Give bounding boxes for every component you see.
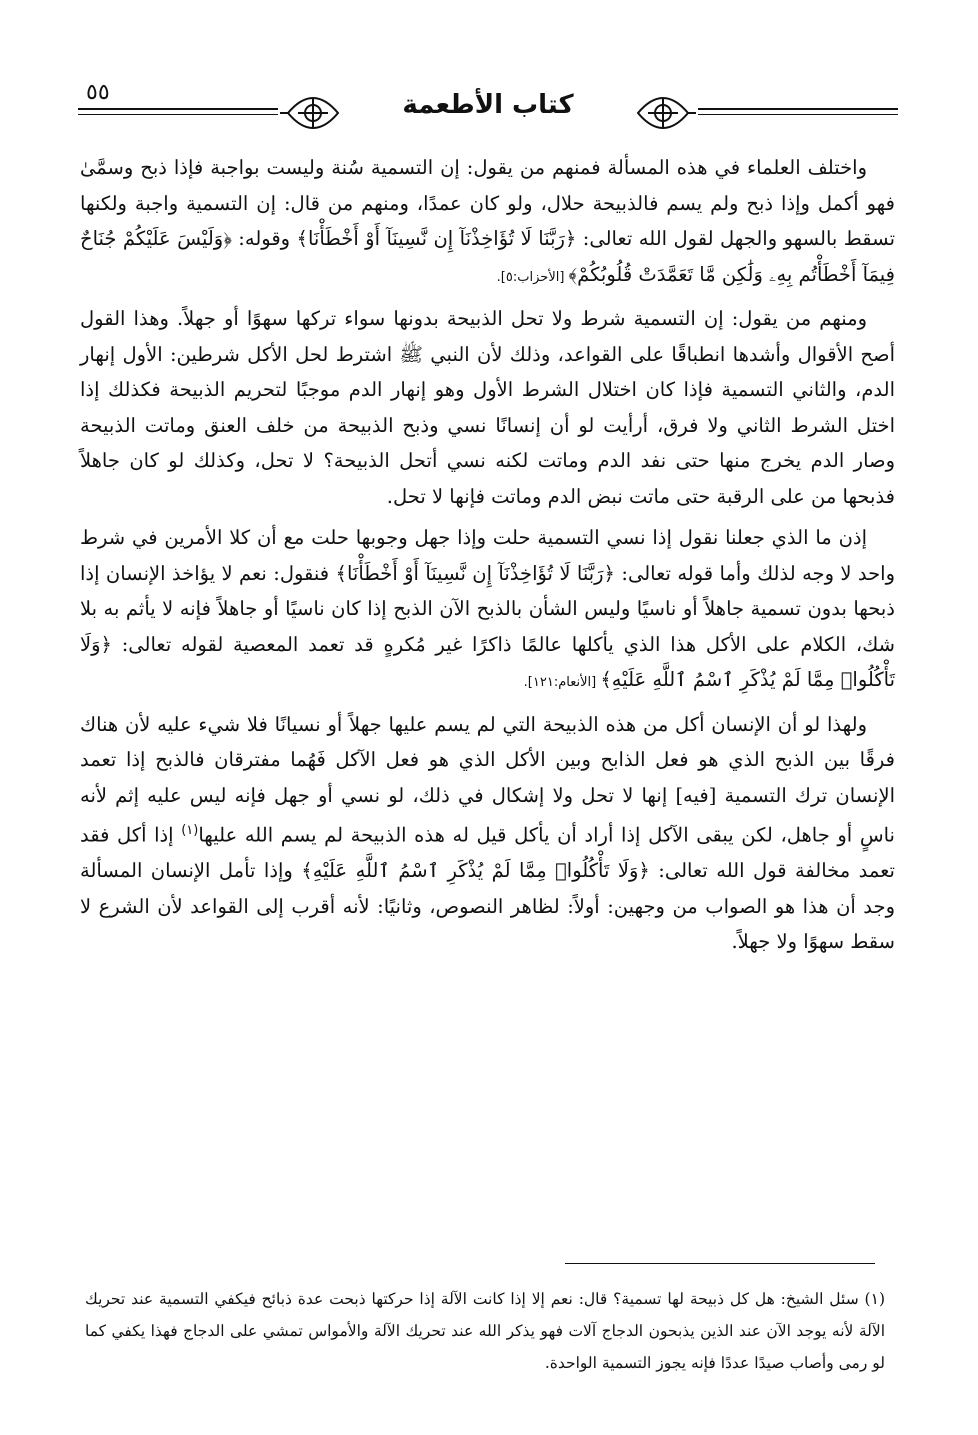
page-number: ٥٥: [86, 80, 110, 105]
paragraph-3-text-a: إذن ما الذي جعلنا نقول إذا نسي التسمية حلت وإذا جهل وجوبها حلت مع أن كلا الأمرين في شرط واحد لا وجه لذلك وأما قوله تعالى:: [80, 526, 896, 585]
paragraph-2-text: ومنهم من يقول: إن التسمية شرط ولا تحل الذبيحة بدونها سواء تركها سهوًا أو جهلاً. وهذا القول أصح الأقوال وأشدها انطباقًا على القواعد، وذلك لأن النبي ﷺ اشترط لحل الأكل شرطين: الأول إنهار الدم، والثاني التسمية فإذا كان اختلال الشرط الأول وهو إنهار الدم موجبًا لتحريم الذبيحة فكذلك إذا اختل الشرط الثاني ولا فرق، أرأيت لو أن إنسانًا نسي وذبح الذبيحة من خلف العنق وماتت الذبيحة وصار الدم يخرج منها حتى نفد الدم وماتت لكنه نسي أتحل الذبيحة؟ لا تحل، وكذلك لو كان جاهلاً فذبحها من على الرقبة حتى ماتت نبض الدم وماتت فإنها لا تحل.: [80, 307, 895, 508]
verse-reference: [الأنعام:١٢١].: [523, 675, 601, 690]
paragraph-4-text-a: ولهذا لو أن الإنسان أكل من هذه الذبيحة التي لم يسم عليها جهلاً أو نسيانًا فلا شيء عليه لأن هناك فرقًا بين الذبح الذي هو فعل الذابح وبين الأكل الذي هو فعل الآكل فَهُما مفترقان فالذبح إذا تعمد الإنسان ترك التسمية [فيه] إنها لا تحل ولا إشكال في ذلك، لو نسي أو جهل فإنه ليس عليه إثم لأنه ناسٍ أو جاهل، لكن يبقى الآكل إذا أراد أن يأكل قيل له هذه الذبيحة لم يسم الله عليها: [80, 712, 895, 847]
paragraph-4-text-c: وإذا تأمل الإنسان المسألة وجد أن هذا هو الصواب من وجهين: أولاً: لظاهر النصوص، وثانيًا: لأنه أقرب إلى القواعد لأن الشرع لا سقط سهوًا ولا جهلاً.: [80, 859, 895, 953]
paragraph-1-text-a: واختلف العلماء في هذه المسألة فمنهم من يقول: إن التسمية سُنة وليست بواجبة فإذا ذبح وسمَّىٰ فهو أكمل وإذا ذبح ولم يسم فالذبيحة حلال، ولو كان عمدًا، ومنهم من قال: إن التسمية واجبة ولكنها تسقط بالسهو والجهل لقول الله تعالى:: [80, 156, 895, 250]
paragraph-4-text-b: إذا أكل فقد تعمد مخالفة قول الله تعالى:: [80, 823, 895, 882]
quran-verse: ﴿رَبَّنَا لَا تُؤَاخِذْنَآ إِن نَّسِينَآ أَوْ أَخْطَأْنَا﴾: [296, 227, 577, 250]
paragraph-2: [80, 301, 895, 514]
header-rule-left-thin: [78, 114, 278, 115]
header-rule-left: [78, 108, 278, 110]
ornament-left-icon: [278, 78, 348, 148]
verse-reference: [الأحزاب:٥].: [496, 269, 569, 285]
quran-verse: ﴿وَلَا تَأْكُلُوا۟ مِمَّا لَمْ يُذْكَرِ ٱسْمُ ٱللَّهِ عَلَيْهِ﴾: [301, 859, 650, 882]
paragraph-3: [80, 520, 895, 701]
ornament-right-icon: [628, 78, 698, 148]
footnote-marker[interactable]: (١): [181, 823, 199, 838]
paragraph-4: [80, 707, 895, 960]
main-text: [80, 150, 895, 966]
footnote: (١) سئل الشيخ: هل كل ذبيحة لها تسمية؟ قال: نعم إلا إذا كانت الآلة إذا حركتها ذبحت عدة ذبائح فيكفي التسمية عند تحريك الآلة لأنه يوجد الآن عند الذين يذبحون الدجاج آلات فهو يذكر الله عند تحريك الآلة والأمواس تمشي على الدجاج فهذا يكفي كما لو رمى وأصاب صيدًا عددًا فإنه يجوز التسمية الواحدة.: [85, 1290, 885, 1372]
paragraph-1: [80, 150, 895, 295]
header-rule-right-thin: [698, 114, 898, 115]
book-title: كتاب الأطعمة: [402, 90, 574, 120]
quran-verse: ﴿وَلَيْسَ عَلَيْكُمْ جُنَاحٌ فِيمَآ أَخْطَأْتُم بِهِۦ وَلَٰكِن مَّا تَعَمَّدَتْ قُلُوبُكُمْ﴾: [80, 227, 895, 286]
paragraph-1-text-b: وقوله:: [231, 227, 297, 250]
footnote-separator: [565, 1263, 875, 1264]
quran-verse: ﴿رَبَّنَا لَا تُؤَاخِذْنَآ إِن نَّسِينَآ أَوْ أَخْطَأْنَا﴾: [335, 561, 615, 585]
paragraph-3-text-b: فنقول: نعم لا يؤاخذ الإنسان إذا ذبحها بدون تسمية جاهلاً أو ناسيًا وليس الشأن بالذبح الآن الذبح إذا كان ناسيًا أو جاهلاً فإنه لا يأثم به بلا شك، الكلام على الأكل هذا الذي يأكلها عالمًا ذاكرًا غير مُكرهٍ قد تعمد المعصية لقوله تعالى:: [80, 561, 895, 656]
header-rule-right: [698, 108, 898, 110]
page-header: [78, 78, 898, 148]
quran-verse: ﴿وَلَا تَأْكُلُوا۟ مِمَّا لَمْ يُذْكَرِ ٱسْمُ ٱللَّهِ عَلَيْهِ﴾: [80, 632, 895, 691]
